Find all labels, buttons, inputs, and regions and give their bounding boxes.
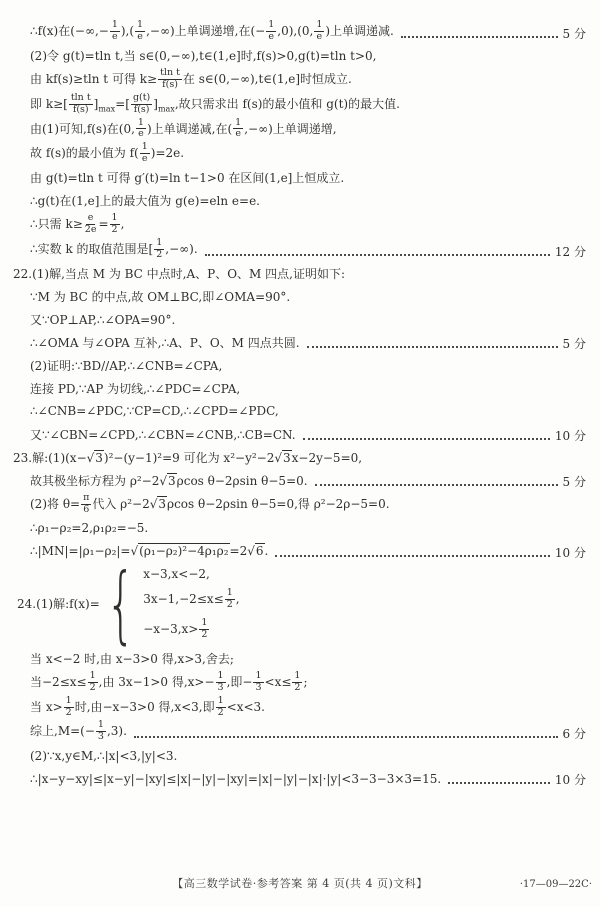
document-line — [13, 424, 586, 445]
dotted-leader — [307, 346, 558, 348]
line-text: ∴f(x)在(−∞,− $\frac{1}{e}$ ),( $\frac{1}{e}$ ,−∞)上单调递增,在(− $\frac{1}{e}$ ,0),(0, $\frac{1}{e}$ )上单调递减. — [30, 19, 394, 42]
footer-title: 【高三数学试卷·参考答案 第 4 页(共 4 页)文科】 — [172, 877, 428, 890]
score-label: 5 分 — [562, 474, 586, 489]
line-text: 由 g(t)=tln t 可得 g′(t)=ln t−1>0 在区间(1,e]上恒成立. — [30, 171, 345, 186]
dotted-leader — [303, 438, 550, 440]
dotted-leader — [275, 555, 550, 557]
document-line — [13, 332, 586, 353]
sqrt-overline: 6 — [255, 544, 264, 559]
left-brace-icon: { — [105, 554, 136, 653]
line-text: 故其极坐标方程为 ρ²−2√3ρcos θ−2ρsin θ−5=0. — [30, 473, 308, 488]
line-text: ∴|x−y−xy|≤|x−y|−|xy|≤|x|−|y|−|xy|=|x|−|y|−|x|·|y|<3−3−3×3=15. — [30, 771, 442, 786]
line-text: 又∵OP⊥AP,∴∠OPA=90°. — [30, 312, 176, 327]
document-line — [13, 447, 586, 468]
fraction: $\frac{1}{2}$ — [226, 586, 233, 610]
line-text: (2)证明:∵BD//AP,∴∠CNB=∠CPA, — [30, 358, 223, 373]
document-line — [13, 190, 586, 211]
line-text: 综上,M=(− $\frac{1}{3}$ ,3). — [30, 719, 127, 743]
document-line — [13, 648, 586, 669]
line-text: ∴实数 k 的取值范围是[ $\frac{1}{2}$ ,−∞). — [30, 237, 198, 260]
fraction: $\frac{1}{2}$ — [156, 237, 163, 260]
fraction: $\frac{1}{2}$ — [217, 694, 224, 718]
line-text: ∴ρ₁−ρ₂=2,ρ₁ρ₂=−5. — [30, 521, 149, 536]
fraction: $\frac{1}{3}$ — [217, 669, 224, 693]
fraction: $\frac{1}{2}$ — [65, 694, 72, 718]
document-line — [13, 378, 586, 399]
line-text: 连接 PD,∵AP 为切线,∴∠PDC=∠CPA, — [30, 381, 241, 396]
document-line — [13, 263, 586, 284]
dotted-leader — [315, 484, 558, 486]
page-footer — [0, 875, 600, 891]
fraction: $\frac{\text{tln t}}{f(s)}$ — [70, 91, 91, 115]
line-text: 当 x> $\frac{1}{2}$ 时,由−x−3>0 得,x<3,即 $\frac{1}{2}$ <x<3. — [30, 694, 265, 718]
score-label: 12 分 — [554, 244, 586, 259]
line-text: ∴只需 k≥ $\frac{e}{2e}$ = $\frac{1}{2}$ , — [30, 212, 125, 236]
document-line — [13, 541, 586, 562]
fraction: $\frac{1}{e}$ — [137, 19, 144, 42]
line-text: 由 kf(s)≥tln t 可得 k≥ $\frac{\text{tln t}}{f(s)}$ 在 s∈(0,−∞),t∈(1,e]时恒成立. — [30, 66, 352, 90]
sqrt-overline: 3 — [158, 496, 167, 511]
dotted-leader — [448, 782, 550, 784]
fraction: $\frac{\pi}{6}$ — [83, 491, 90, 515]
sqrt-overline: 3 — [283, 450, 291, 465]
line-text: (2)令 g(t)=tln t,当 s∈(0,−∞),t∈(1,e]时,f(s)>0,g(t)=tln t>0, — [30, 48, 377, 63]
score-label: 10 分 — [554, 428, 586, 443]
sqrt-overline: 3 — [168, 473, 176, 488]
document-line — [13, 142, 586, 165]
line-text: (2)将 θ= $\frac{\pi}{6}$ 代入 ρ²−2√3ρcos θ−2ρsin θ−5=0,得 ρ²−2ρ−5=0. — [30, 491, 390, 515]
dotted-leader — [401, 36, 558, 38]
document-line — [13, 768, 586, 789]
fraction: $\frac{1}{e}$ — [141, 141, 148, 165]
line-text: 又∵∠CBN=∠CPD,∴∠CBN=∠CNB,∴CB=CN. — [30, 427, 296, 442]
document-line — [13, 493, 586, 516]
fraction: $\frac{e}{2e}$ — [84, 212, 97, 236]
line-text: 22.(1)解,当点 M 为 BC 中点时,A、P、O、M 四点,证明如下: — [13, 266, 346, 281]
document-line — [13, 68, 586, 91]
fraction: $\frac{1}{e}$ — [268, 19, 275, 42]
document-line — [13, 518, 586, 539]
dotted-leader — [134, 736, 558, 738]
document-line — [13, 20, 586, 43]
document-line — [13, 401, 586, 422]
line-text: ∴∠CNB=∠PDC,∵CP=CD,∴∠CPD=∠PDC, — [30, 404, 279, 419]
fraction: $\frac{g(t)}{f(s)}$ — [132, 91, 151, 115]
fraction: $\frac{1}{2}$ — [201, 616, 208, 640]
line-text: 由(1)可知,f(s)在(0, $\frac{1}{e}$ )上单调递减,在( $\frac{1}{e}$ ,−∞)上单调递增, — [30, 116, 337, 140]
score-label: 10 分 — [554, 773, 586, 788]
fraction: $\frac{1}{e}$ — [137, 116, 144, 140]
line-text: ∵M 为 BC 的中点,故 OM⊥BC,即∠OMA=90°. — [30, 289, 291, 304]
document-line — [13, 286, 586, 307]
document-line — [13, 696, 586, 719]
fraction: $\frac{1}{e}$ — [111, 19, 118, 42]
footer-paper-code: ·17—09—22C· — [519, 879, 592, 890]
document-line — [13, 470, 586, 491]
document-line — [13, 671, 586, 694]
score-label: 5 分 — [562, 336, 586, 351]
line-text: 23.解:(1)(x−√3)²−(y−1)²=9 可化为 x²−y²−2√3x−2y−5=0, — [13, 450, 363, 465]
score-label: 6 分 — [562, 727, 586, 742]
piecewise-prefix: 24.(1)解:f(x)= — [17, 597, 100, 612]
document-line — [13, 45, 586, 66]
document-line — [13, 309, 586, 330]
sqrt-overline: (ρ₁−ρ₂)²−4ρ₁ρ₂ — [139, 544, 229, 559]
line-text: 当 x<−2 时,由 x−3>0 得,x>3,舍去; — [30, 651, 234, 666]
fraction: $\frac{\text{tln t}}{f(s)}$ — [160, 66, 180, 90]
fraction: $\frac{1}{3}$ — [97, 719, 104, 743]
fraction: $\frac{1}{2}$ — [294, 669, 301, 693]
line-text: 故 f(s)的最小值为 f( $\frac{1}{e}$ )=2e. — [30, 141, 185, 165]
line-text: (2)∵x,y∈M,∴|x|<3,|y|<3. — [30, 748, 178, 763]
fraction: $\frac{1}{e}$ — [316, 19, 323, 42]
document-line — [13, 93, 586, 116]
document-line — [13, 720, 586, 743]
sqrt-overline: 3 — [95, 450, 103, 465]
document-line — [13, 745, 586, 766]
fraction: $\frac{1}{2}$ — [89, 669, 96, 693]
line-text: ∴∠OMA 与∠OPA 互补,∴A、P、O、M 四点共圆. — [30, 335, 300, 350]
piecewise-row: −x−3,x> $\frac{1}{2}$ — [143, 616, 208, 640]
document-line — [13, 167, 586, 188]
piecewise-row: 3x−1,−2≤x≤ $\frac{1}{2}$ , — [143, 586, 240, 610]
fraction: $\frac{1}{2}$ — [111, 212, 118, 236]
line-text: ∴g(t)在(1,e]上的最大值为 g(e)=eln e=e. — [30, 194, 260, 209]
score-label: 5 分 — [562, 26, 586, 41]
score-label: 10 分 — [554, 545, 586, 560]
line-text: 即 k≥[ $\frac{\text{tln t}}{f(s)}$ ]$_{max}=$[ $\frac{g(t)}{f(s)}$ ]$_{max}$,故只需求出 f(s)的最小值和 g(t)的最大值. — [30, 91, 400, 115]
piecewise-function-block — [13, 554, 586, 653]
line-text: ∴|MN|=|ρ₁−ρ₂|=√(ρ₁−ρ₂)²−4ρ₁ρ₂=2√6. — [30, 544, 269, 559]
fraction: $\frac{1}{3}$ — [255, 669, 262, 693]
document-line — [13, 238, 586, 261]
piecewise-row: x−3,x<−2, — [143, 566, 210, 581]
document-line — [13, 213, 586, 236]
fraction: $\frac{1}{e}$ — [235, 116, 242, 140]
document-line — [13, 355, 586, 376]
dotted-leader — [205, 254, 550, 256]
line-text: 当−2≤x≤ $\frac{1}{2}$ ,由 3x−1>0 得,x>− $\frac{1}{3}$ ,即− $\frac{1}{3}$ <x≤ $\frac{1}{2}$ ; — [30, 669, 308, 693]
document-line — [13, 118, 586, 141]
piecewise-rows — [143, 567, 239, 641]
